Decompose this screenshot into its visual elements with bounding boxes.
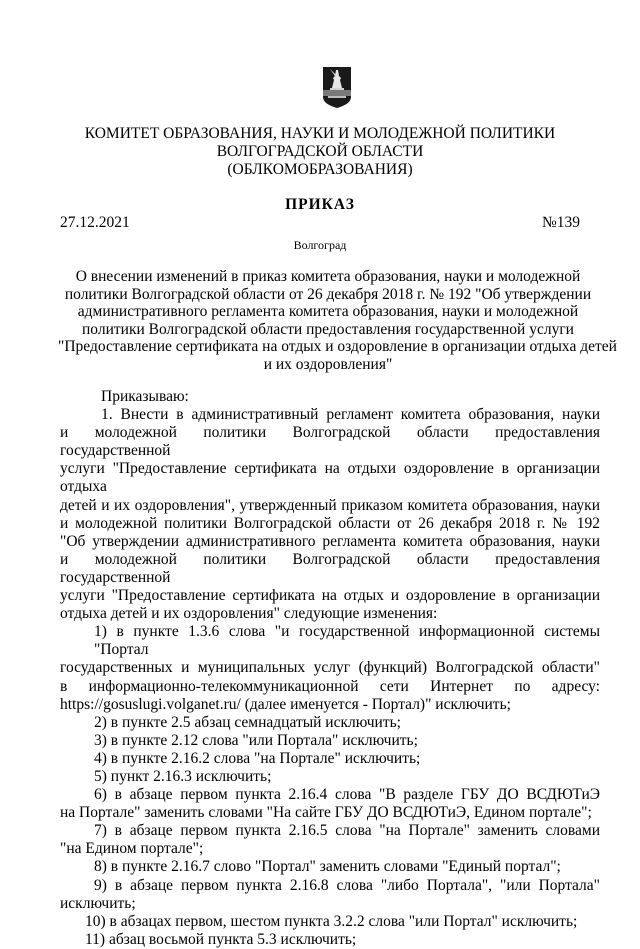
list-item: 10) в абзацах первом, шестом пункта 3.2.2 слова "или Портал" исключить; xyxy=(85,912,578,930)
list-item: 6) в абзаце первом пункта 2.16.4 слова "В разделе ГБУ ДО ВСДЮТиЭ xyxy=(94,786,600,804)
subject-line: политики Волгоградской области предоставления государственной услуги xyxy=(82,320,574,338)
list-item: 3) в пункте 2.12 слова "или Портала" исключить; xyxy=(94,731,418,749)
organization-name-line-2: ВОЛГОГРАДСКОЙ ОБЛАСТИ xyxy=(216,143,424,160)
body-line: и молодежной политики Волгоградской области от 26 декабря 2018 г. № 192 xyxy=(60,514,600,532)
order-body xyxy=(60,388,600,949)
body-line: и молодежной политики Волгоградской области предоставления государственной xyxy=(60,424,600,460)
document-title: ПРИКАЗ xyxy=(285,196,355,213)
coat-of-arms-icon xyxy=(322,66,352,109)
list-item: 2) в пункте 2.5 абзац семнадцатый исключить; xyxy=(94,713,401,731)
subject-line: политики Волгоградской области от 26 декабря 2018 г. № 192 "Об утверждении xyxy=(64,285,592,303)
list-item: 8) в пункте 2.16.7 слово "Портал" заменить словами "Единый портал"; xyxy=(94,858,561,876)
list-item: 5) пункт 2.16.3 исключить; xyxy=(94,767,272,785)
body-line: исключить; xyxy=(60,894,136,912)
order-city: Волгоград xyxy=(293,238,347,252)
subject-line: О внесении изменений в приказ комитета образования, науки и молодежной xyxy=(75,268,581,285)
list-item: 11) абзац восьмой пункта 5.3 исключить; xyxy=(85,930,357,948)
order-directive: Приказываю: xyxy=(101,388,189,405)
subject-line: административного регламента комитета образования, науки и молодежной xyxy=(77,303,579,320)
body-line: и молодежной политики Волгоградской области предоставления государственной xyxy=(60,550,600,586)
body-line: услуги "Предоставление сертификата на отдых и оздоровление в организации xyxy=(60,587,600,605)
list-item: 7) в абзаце первом пункта 2.16.5 слова "на Портале" заменить словами xyxy=(94,822,600,840)
body-line: на Портале" заменить словами "На сайте ГБУ ДО ВСДЮТиЭ, Едином портале"; xyxy=(60,804,592,822)
body-line: отдыха детей и их оздоровления" следующие изменения: xyxy=(60,605,438,623)
body-line: "на Едином портале"; xyxy=(60,840,204,858)
list-item: 9) в абзаце первом пункта 2.16.8 слова "либо Портала", "или Портала" xyxy=(94,876,600,894)
order-date: 27.12.2021 xyxy=(60,214,130,231)
body-line: в информационно-телекоммуникационной сети Интернет по адресу: xyxy=(60,677,600,695)
body-line: государственных и муниципальных услуг (функций) Волгоградской области" xyxy=(60,659,600,677)
body-line: услуги "Предоставление сертификата на отдыхи оздоровление в организации отдыха xyxy=(60,460,600,496)
order-subject xyxy=(58,268,617,373)
list-item: 4) в пункте 2.16.2 слова "на Портале" исключить; xyxy=(94,749,421,767)
body-line: 1. Внести в административный регламент комитета образования, науки xyxy=(101,406,600,424)
body-line: "Об утверждении административного регламента комитета образования, науки xyxy=(60,532,600,550)
subject-line: "Предоставление сертификата на отдых и оздоровление в организации отдыха детей xyxy=(58,338,617,355)
body-line: детей и их оздоровления", утвержденный приказом комитета образования, науки xyxy=(60,496,600,514)
order-number: №139 xyxy=(541,214,580,231)
subject-line: и их оздоровления" xyxy=(263,355,393,373)
body-line: https://gosuslugi.volganet.ru/ (далее именуется - Портал)" исключить; xyxy=(60,695,511,713)
organization-abbreviation: (ОБЛКОМОБРАЗОВАНИЯ) xyxy=(227,161,413,178)
list-item: 1) в пункте 1.3.6 слова "и государственной информационной системы "Портал xyxy=(94,623,600,659)
organization-name-line-1: КОМИТЕТ ОБРАЗОВАНИЯ, НАУКИ И МОЛОДЕЖНОЙ ПОЛИТИКИ xyxy=(84,125,556,142)
